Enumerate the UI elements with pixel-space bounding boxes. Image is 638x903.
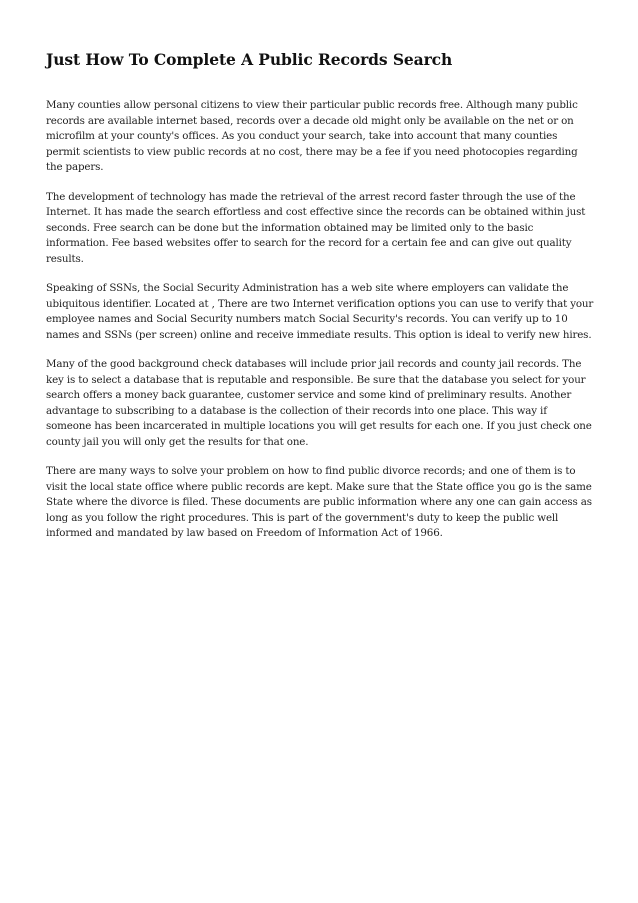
paragraph-3: Speaking of SSNs, the Social Security Administration has a web site where employers can validate the ubiquitous identifier. Located at , There are two Internet verification options you can use to verify that your employee names and Social Security numbers match Social Security's records. You can verify up to 10 names and SSNs (per screen) online and receive immediate results. This option is ideal to verify new hires. (46, 282, 594, 341)
paragraph-1: Many counties allow personal citizens to view their particular public records free. Although many public records are available internet based, records over a decade old might only be available on the net or on microfilm at your county's offices. As you conduct your search, take into account that many counties permit scientists to view public records at no cost, there may be a fee if you need photocopies regarding the papers. (46, 99, 578, 173)
paragraph-2: The development of technology has made the retrieval of the arrest record faster through the use of the Internet. It has made the search effortless and cost effective since the records can be obtained within just seconds. Free search can be done but the information obtained may be limited only to the basic information. Fee based websites offer to search for the record for a certain fee and can give out quality results. (46, 190, 586, 265)
paragraph-5: There are many ways to solve your problem on how to find public divorce records; and one of them is to visit the local state office where public records are kept. Make sure that the State office you go is the same State where the divorce is filed. These documents are public information where any one can gain access as long as you follow the right procedures. This is part of the government's duty to keep the public well informed and mandated by law based on Freedom of Information Act of 1966. (46, 465, 592, 539)
document-page (46, 50, 594, 556)
document-title: Just How To Complete A Public Records Search (46, 50, 453, 69)
paragraph-4: Many of the good background check databases will include prior jail records and county jail records. The key is to select a database that is reputable and responsible. Be sure that the database you select for your search offers a money back guarantee, customer service and some kind of preliminary results. Another advantage to subscribing to a database is the collection of their records into one place. This way if someone has been incarcerated in multiple locations you will get results for each one. If you just check one county jail you will only get the results for that one. (46, 358, 592, 448)
